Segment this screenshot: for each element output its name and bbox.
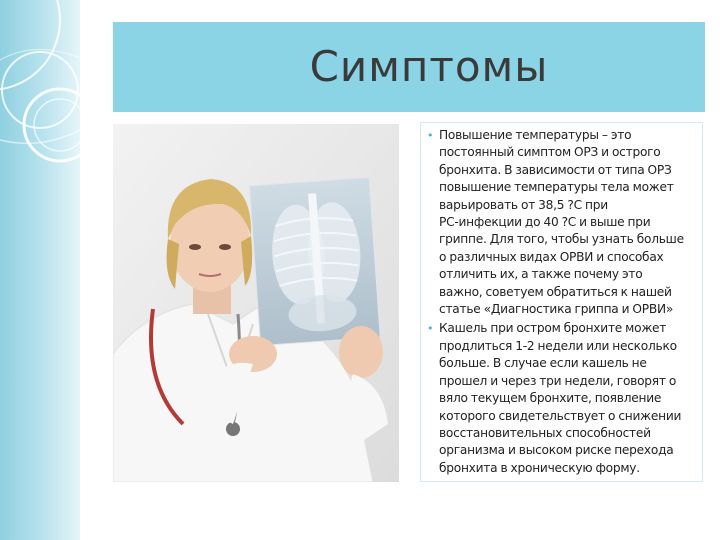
bullet-dot-icon: • <box>427 129 434 142</box>
content-text-box <box>420 122 703 482</box>
bullet-line: Кашель при остром бронхите может <box>439 321 667 336</box>
bullet-line: продлиться 1-2 недели или несколько <box>439 338 677 353</box>
bullet-line: о различных видах ОРВИ и способах <box>439 249 664 264</box>
decorative-circles-icon <box>0 0 80 540</box>
bullet-line: постоянный симптом ОРЗ и острого <box>439 145 661 160</box>
bullet-line: важно, советуем обратиться к нашей <box>439 284 672 299</box>
bullet-line: организма и высоком риске перехода <box>439 443 674 458</box>
doctor-xray-photo <box>113 124 399 482</box>
bullet-line: гриппе. Для того, чтобы узнать больше <box>439 232 684 247</box>
title-band <box>113 22 705 112</box>
bullet-line: бронхита. В зависимости от типа ОРЗ <box>439 162 672 177</box>
bullet-line: бронхита в хроническую форму. <box>439 460 640 475</box>
bullet-line: статье «Диагностика гриппа и ОРВИ» <box>439 302 674 317</box>
bullet-line: больше. В случае если кашель не <box>439 356 647 371</box>
bullet-dot-icon: • <box>427 322 434 336</box>
bullet-cough <box>427 320 696 477</box>
bullet-line: вяло текущем бронхите, появление <box>439 391 662 406</box>
bullet-line: прошел и через три недели, говорят о <box>439 373 677 388</box>
bullet-line: которого свидетельствует о снижении <box>439 408 682 423</box>
bullet-line: восстановительных способностей <box>439 425 651 440</box>
doctor-xray-illustration-icon <box>113 124 399 482</box>
bullet-line: повышение температуры тела может <box>439 180 674 195</box>
bullet-line: РС-инфекции до 40 ?С и выше при <box>439 215 651 230</box>
decorative-side-strip <box>0 0 80 540</box>
bullet-fever <box>427 127 696 318</box>
bullet-line: Повышение температуры – это <box>439 128 632 142</box>
bullet-line: варьировать от 38,5 ?С при <box>439 197 608 212</box>
bullet-line: отличить их, а также почему это <box>439 267 643 282</box>
slide-title: Симптомы <box>309 42 549 91</box>
